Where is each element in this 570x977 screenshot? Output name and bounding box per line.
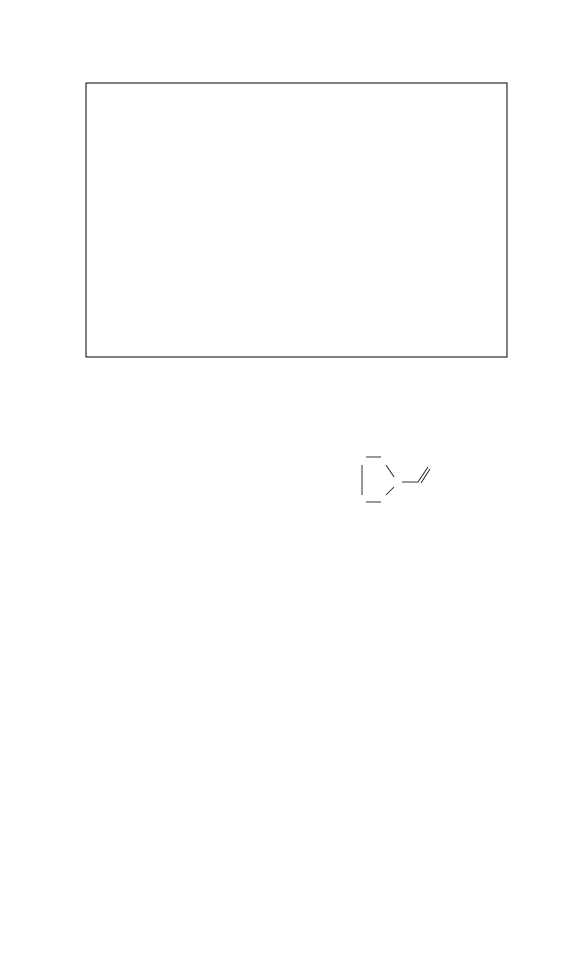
col-hz-header: [80, 595, 150, 605]
peak-table-left: [80, 595, 244, 605]
peak-table-right: [305, 595, 469, 605]
plot-frame: [86, 83, 507, 357]
col-int-header: [214, 595, 244, 605]
molecule-structure: [318, 445, 448, 520]
col-ppm-header: [375, 595, 439, 605]
col-int-header: [439, 595, 469, 605]
col-hz-header: [305, 595, 375, 605]
nmr-spectrum-chart: [0, 0, 570, 420]
struct-bonds: [362, 457, 430, 502]
col-ppm-header: [150, 595, 214, 605]
